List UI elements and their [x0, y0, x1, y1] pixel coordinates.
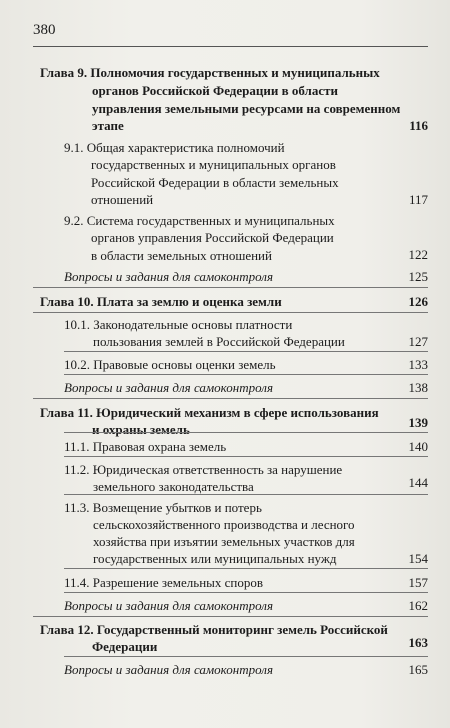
questions-ch11: Вопросы и задания для самоконтроля: [64, 598, 273, 613]
chapter-9-title-line-2: органов Российской Федерации в области: [92, 83, 338, 98]
section-11-4: 11.4. Разрешение земельных споров: [64, 575, 264, 590]
section-11-1-page: 140: [408, 439, 428, 454]
chapter-12-page: 163: [408, 635, 428, 650]
page-number: 380: [33, 22, 56, 38]
section-11-3-line-4: государственных или муниципальных нужд: [93, 551, 337, 566]
section-9-2-line-2: органов управления Российской Федерации: [91, 230, 334, 245]
chapter-9-title-line-1: Глава 9. Полномочия государственных и муниципальных: [40, 65, 380, 80]
section-10-2-page: 133: [408, 357, 428, 372]
questions-ch12-page: 165: [408, 662, 428, 677]
questions-ch11-page: 162: [408, 598, 428, 613]
section-11-3-line-1: 11.3. Возмещение убытков и потерь: [64, 500, 262, 515]
questions-ch9: Вопросы и задания для самоконтроля: [64, 269, 273, 284]
chapter-11-title-line-1: Глава 11. Юридический механизм в сфере использования: [40, 405, 379, 420]
section-10-1-page: 127: [408, 334, 428, 349]
section-11-2-page: 144: [408, 475, 428, 490]
divider: [64, 494, 428, 495]
section-11-1: 11.1. Правовая охрана земель: [64, 439, 227, 454]
questions-ch10-page: 138: [408, 380, 428, 395]
chapter-10-title: Глава 10. Плата за землю и оценка земли: [40, 294, 282, 309]
chapter-11-title-line-2: и охраны земель: [92, 422, 190, 437]
section-9-2-line-1: 9.2. Система государственных и муниципальных: [64, 213, 335, 228]
chapter-12-title-line-2: Федерации: [92, 639, 158, 654]
chapter-11-page: 139: [408, 415, 428, 430]
section-11-4-page: 157: [408, 575, 428, 590]
chapter-9-title-line-4: этапе: [92, 118, 124, 133]
questions-ch10: Вопросы и задания для самоконтроля: [64, 380, 273, 395]
section-10-2: 10.2. Правовые основы оценки земель: [64, 357, 276, 372]
section-10-1-line-2: пользования землей в Российской Федерации: [93, 334, 345, 349]
chapter-12-title-line-1: Глава 12. Государственный мониторинг земель Российской: [40, 622, 388, 637]
chapter-9-page: 116: [409, 118, 428, 133]
section-11-2-line-2: земельного законодательства: [93, 479, 254, 494]
section-9-1-line-1: 9.1. Общая характеристика полномочий: [64, 140, 285, 155]
questions-ch12: Вопросы и задания для самоконтроля: [64, 662, 273, 677]
section-11-2-line-1: 11.2. Юридическая ответственность за нарушение: [64, 462, 343, 477]
section-11-3-page: 154: [408, 551, 428, 566]
divider: [33, 616, 428, 617]
divider: [64, 374, 428, 375]
section-10-1-line-1: 10.1. Законодательные основы платности: [64, 317, 293, 332]
section-11-3-line-3: хозяйства при изъятии земельных участков для: [93, 534, 355, 549]
section-9-1-line-2: государственных и муниципальных органов: [91, 157, 336, 172]
section-9-2-page: 122: [408, 247, 428, 262]
chapter-9-title-line-3: управления земельными ресурсами на современном: [92, 101, 401, 116]
section-11-3-line-2: сельскохозяйственного производства и лесного: [93, 517, 355, 532]
divider: [64, 568, 428, 569]
divider: [64, 351, 428, 352]
divider: [64, 656, 428, 657]
questions-ch9-page: 125: [408, 269, 428, 284]
section-9-1-line-4: отношений: [91, 192, 154, 207]
divider: [64, 432, 428, 433]
divider: [64, 592, 428, 593]
section-9-1-line-3: Российской Федерации в области земельных: [91, 175, 339, 190]
chapter-10-page: 126: [408, 294, 428, 309]
section-9-1-page: 117: [408, 192, 428, 207]
divider: [33, 287, 428, 288]
divider: [33, 312, 428, 313]
divider: [33, 398, 428, 399]
section-9-2-line-3: в области земельных отношений: [91, 248, 272, 263]
divider: [64, 456, 428, 457]
